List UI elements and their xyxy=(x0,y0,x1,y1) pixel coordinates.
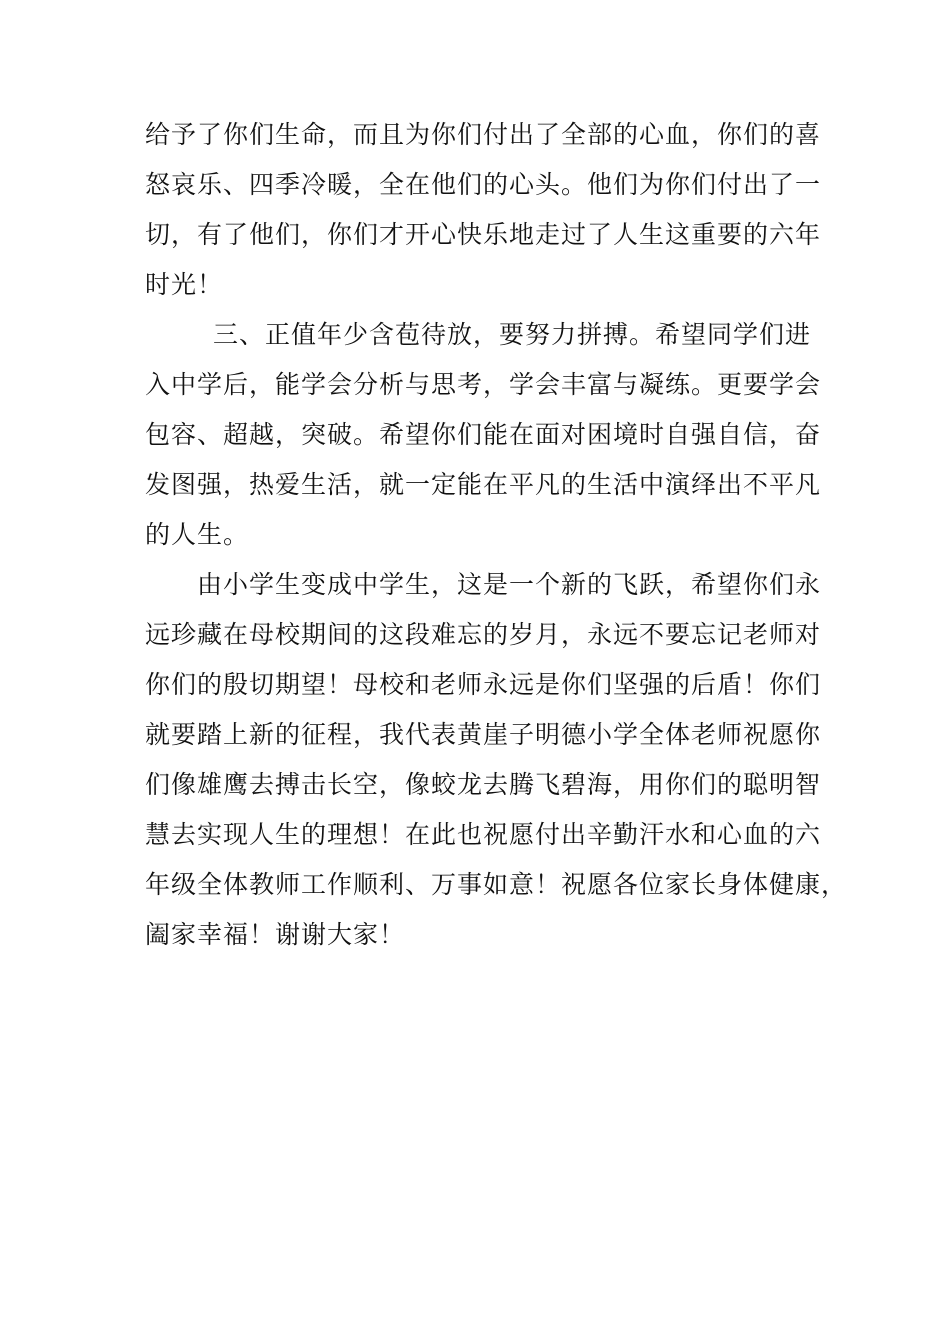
paragraph-closing xyxy=(145,560,848,960)
text-line: 们像雄鹰去搏击长空，像蛟龙去腾飞碧海，用你们的聪明智 xyxy=(145,770,822,799)
text-line: 怒哀乐、四季冷暖，全在他们的心头。他们为你们付出了一 xyxy=(145,170,822,199)
text-line: 三、正值年少含苞待放，要努力拼搏。希望同学们进 xyxy=(213,320,812,349)
paragraph-section-three xyxy=(145,310,825,560)
text-line: 年级全体教师工作顺利、万事如意！祝愿各位家长身体健康， xyxy=(145,870,848,899)
text-line: 包容、超越，突破。希望你们能在面对困境时自强自信，奋 xyxy=(145,420,822,449)
text-line: 时光！ xyxy=(145,270,224,299)
text-line: 你们的殷切期望！母校和老师永远是你们坚强的后盾！你们 xyxy=(145,670,822,699)
text-line: 远珍藏在母校期间的这段难忘的岁月，永远不要忘记老师对 xyxy=(145,620,822,649)
document-body xyxy=(145,110,848,960)
text-line: 就要踏上新的征程，我代表黄崖子明德小学全体老师祝愿你 xyxy=(145,720,822,749)
text-line: 入中学后，能学会分析与思考，学会丰富与凝练。更要学会 xyxy=(145,370,822,399)
text-line: 给予了你们生命，而且为你们付出了全部的心血，你们的喜 xyxy=(145,120,822,149)
text-line: 阖家幸福！谢谢大家！ xyxy=(145,920,406,949)
text-line: 慧去实现人生的理想！在此也祝愿付出辛勤汗水和心血的六 xyxy=(145,820,822,849)
text-line: 切，有了他们，你们才开心快乐地走过了人生这重要的六年 xyxy=(145,220,822,249)
text-line: 的人生。 xyxy=(145,520,250,549)
text-line: 发图强，热爱生活，就一定能在平凡的生活中演绎出不平凡 xyxy=(145,470,822,499)
paragraph-continuation xyxy=(145,110,825,310)
text-line: 由小学生变成中学生，这是一个新的飞跃，希望你们永 xyxy=(197,570,822,599)
